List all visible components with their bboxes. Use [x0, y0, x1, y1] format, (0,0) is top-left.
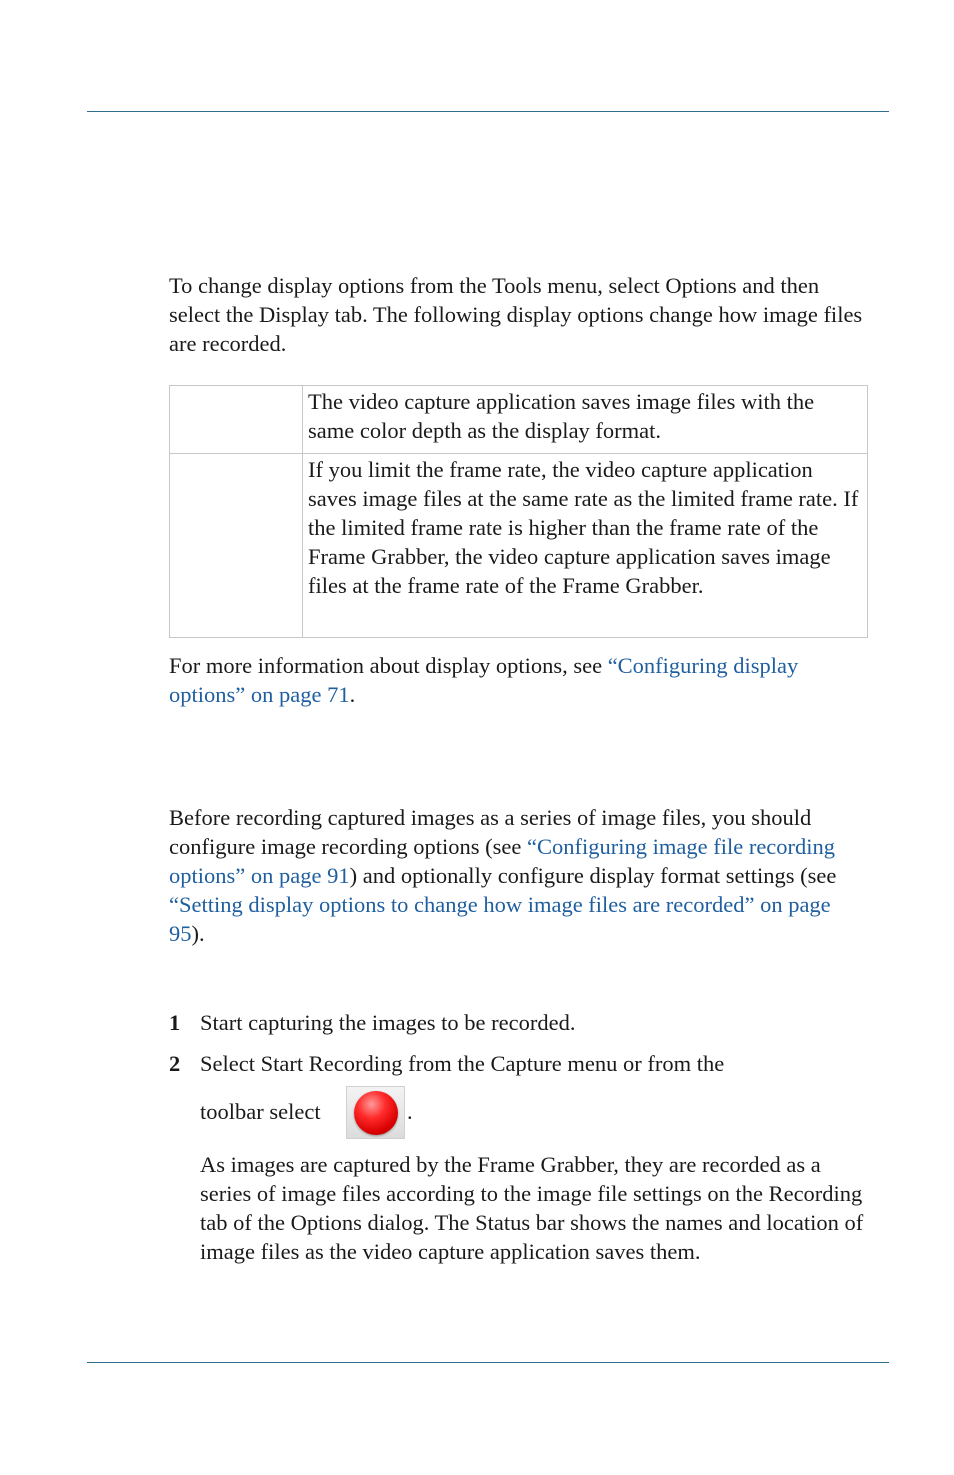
step-text: Select Start Recording from the Capture menu or from the — [200, 1051, 725, 1076]
display-options-table — [169, 385, 868, 638]
table-row — [170, 386, 868, 454]
option-description-cell: If you limit the frame rate, the video capture application saves image files at the same rate as the limited frame rate. If the limited frame rate is higher than the frame rate of the Frame Grabber, the video capture application saves image files at the frame rate of the Frame Grabber. — [303, 454, 868, 638]
option-name-cell — [170, 454, 303, 638]
step-2-period: . — [407, 1099, 413, 1124]
step-text: toolbar select — [200, 1099, 321, 1124]
intro-paragraph: To change display options from the Tools menu, select Options and then select the Display tab. The following display options change how image files are recorded. — [169, 273, 863, 356]
record-button[interactable] — [346, 1086, 405, 1139]
option-name-cell — [170, 386, 303, 454]
before-text-1: Before recording captured images as a series of image files, you should configure image recording options (see — [169, 805, 812, 859]
step-number: 2 — [169, 1051, 181, 1076]
before-recording-paragraph — [169, 803, 869, 948]
header-rule — [87, 111, 889, 112]
option-description-cell: The video capture application saves image files with the same color depth as the display format. — [303, 386, 868, 454]
more-info-paragraph — [169, 651, 869, 709]
step-number: 1 — [169, 1010, 181, 1035]
footer-rule — [87, 1362, 889, 1363]
table-row — [170, 454, 868, 638]
configuring-recording-options-link[interactable]: “Configuring image file recording options” on page 91 — [169, 834, 836, 888]
before-text-2: ) and optionally configure display format settings (see — [349, 863, 837, 888]
configuring-display-options-link[interactable]: “Configuring display options” on page 71 — [169, 653, 799, 707]
before-text-3: ). — [191, 921, 205, 946]
more-info-suffix: . — [349, 682, 356, 707]
record-icon — [354, 1091, 398, 1135]
step-text: Start capturing the images to be recorded. — [200, 1010, 576, 1035]
step-2-detail: As images are captured by the Frame Grabber, they are recorded as a series of image files according to the image file settings on the Recording tab of the Options dialog. The Status bar shows the names and location of image files as the video capture application saves them. — [200, 1152, 864, 1264]
setting-display-options-link[interactable]: “Setting display options to change how image files are recorded” on page 95 — [169, 892, 831, 946]
more-info-text: For more information about display options, see — [169, 653, 608, 678]
